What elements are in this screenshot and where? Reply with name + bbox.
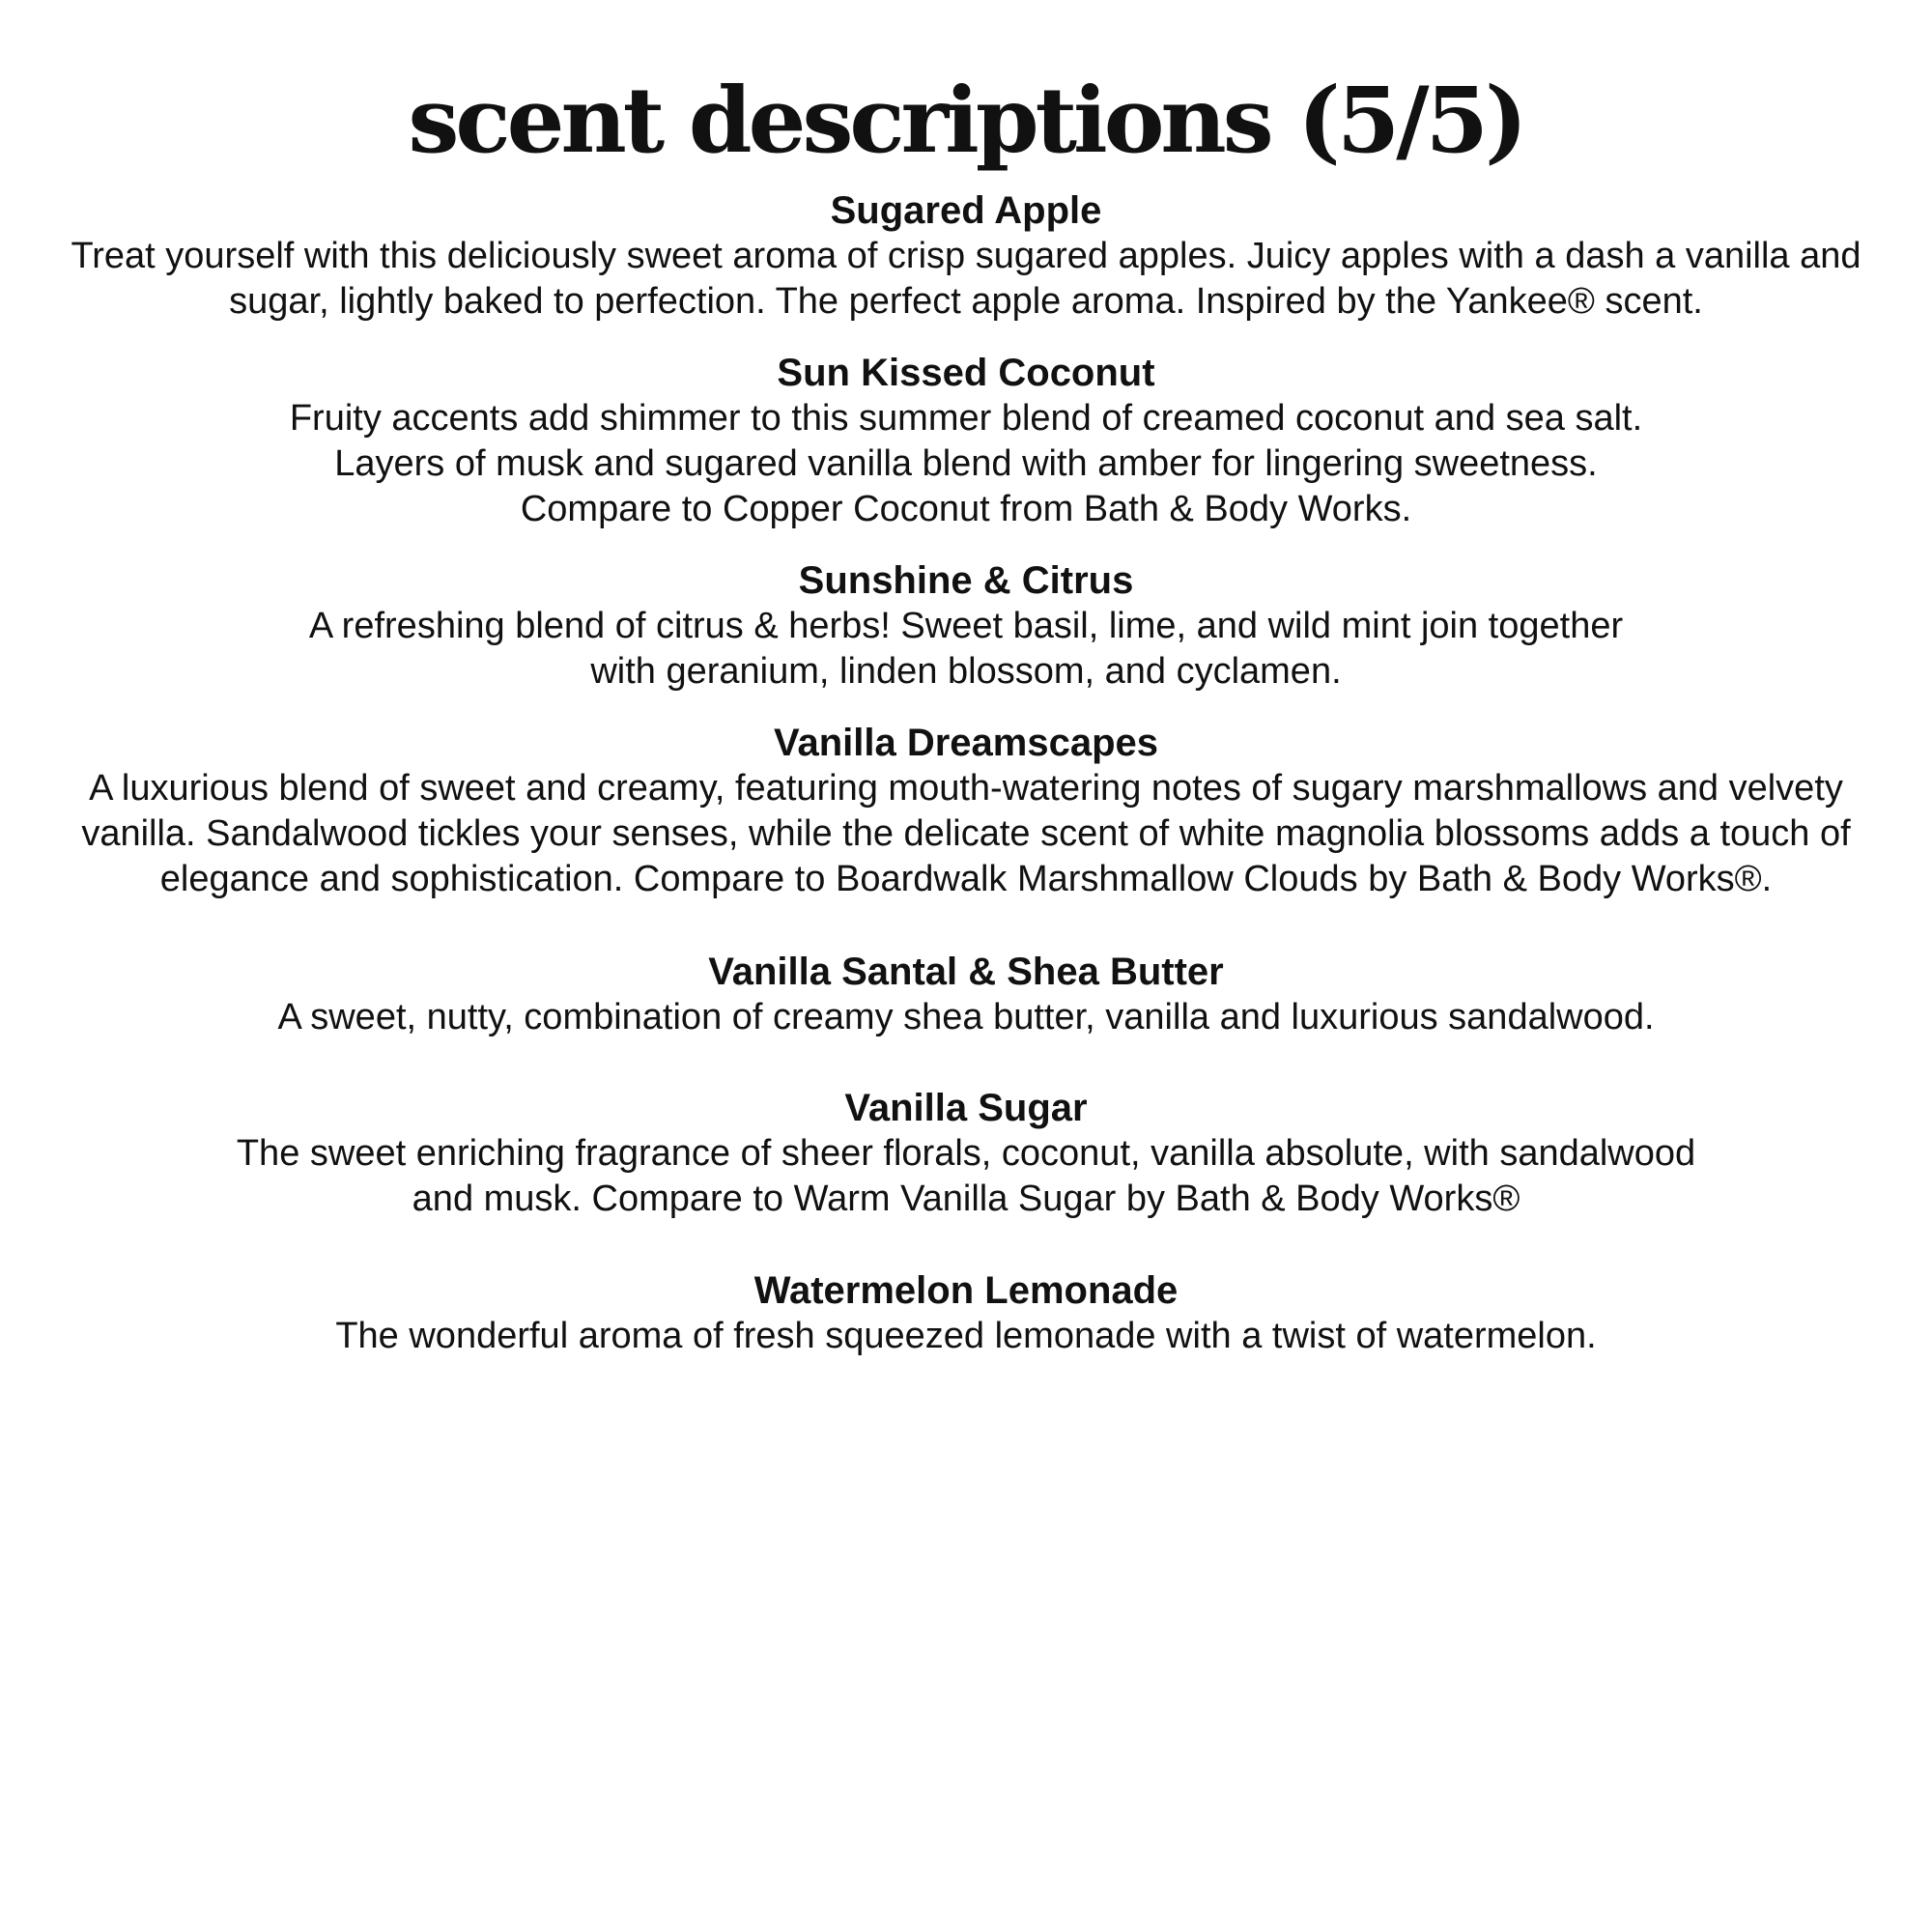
scent-description-line: A sweet, nutty, combination of creamy shea butter, vanilla and luxurious sandalwood.: [277, 997, 1655, 1037]
scent-entry-vanilla-dreamscapes: [0, 721, 1932, 902]
scent-description-line: with geranium, linden blossom, and cyclamen.: [590, 651, 1342, 692]
scent-description-line: A luxurious blend of sweet and creamy, featuring mouth-watering notes of sugary marshmallows and velvety: [89, 768, 1843, 809]
scent-description-line: vanilla. Sandalwood tickles your senses, while the delicate scent of white magnolia blossoms adds a touch of: [81, 813, 1851, 854]
scent-entry-watermelon-lemonade: [0, 1268, 1932, 1359]
scent-entry-sunshine-citrus: [0, 558, 1932, 695]
scent-entry-vanilla-santal-shea-butter: [0, 950, 1932, 1040]
scent-description-line: Layers of musk and sugared vanilla blend with amber for lingering sweetness.: [334, 443, 1598, 484]
scent-entry-vanilla-sugar: [0, 1086, 1932, 1222]
scent-description-line: sugar, lightly baked to perfection. The perfect apple aroma. Inspired by the Yankee® scent.: [229, 281, 1703, 322]
scent-name: Vanilla Santal & Shea Butter: [708, 951, 1224, 993]
scent-description-line: elegance and sophistication. Compare to Boardwalk Marshmallow Clouds by Bath & Body Works®.: [159, 859, 1773, 899]
scent-description-line: A refreshing blend of citrus & herbs! Sweet basil, lime, and wild mint join together: [308, 606, 1624, 646]
page-title: scent descriptions (5/5): [408, 68, 1524, 174]
scent-description-line: Treat yourself with this deliciously sweet aroma of crisp sugared apples. Juicy apples with a dash a vanilla and: [71, 236, 1861, 276]
scent-description-line: The sweet enriching fragrance of sheer florals, coconut, vanilla absolute, with sandalwood: [236, 1133, 1696, 1174]
scent-description-line: Compare to Copper Coconut from Bath & Body Works.: [520, 489, 1412, 529]
scent-entry-sugared-apple: [0, 188, 1932, 325]
scent-name: Watermelon Lemonade: [753, 1269, 1179, 1312]
scent-name: Sun Kissed Coconut: [777, 352, 1155, 394]
scent-description-line: Fruity accents add shimmer to this summer blend of creamed coconut and sea salt.: [289, 398, 1643, 439]
scent-name: Vanilla Sugar: [844, 1087, 1088, 1129]
scent-description-line: The wonderful aroma of fresh squeezed lemonade with a twist of watermelon.: [335, 1316, 1597, 1356]
scent-name: Sugared Apple: [830, 189, 1102, 232]
scent-name: Sunshine & Citrus: [798, 559, 1134, 602]
scent-entry-sun-kissed-coconut: [0, 351, 1932, 532]
scent-description-line: and musk. Compare to Warm Vanilla Sugar by Bath & Body Works®: [412, 1179, 1520, 1219]
scent-name: Vanilla Dreamscapes: [773, 722, 1159, 764]
